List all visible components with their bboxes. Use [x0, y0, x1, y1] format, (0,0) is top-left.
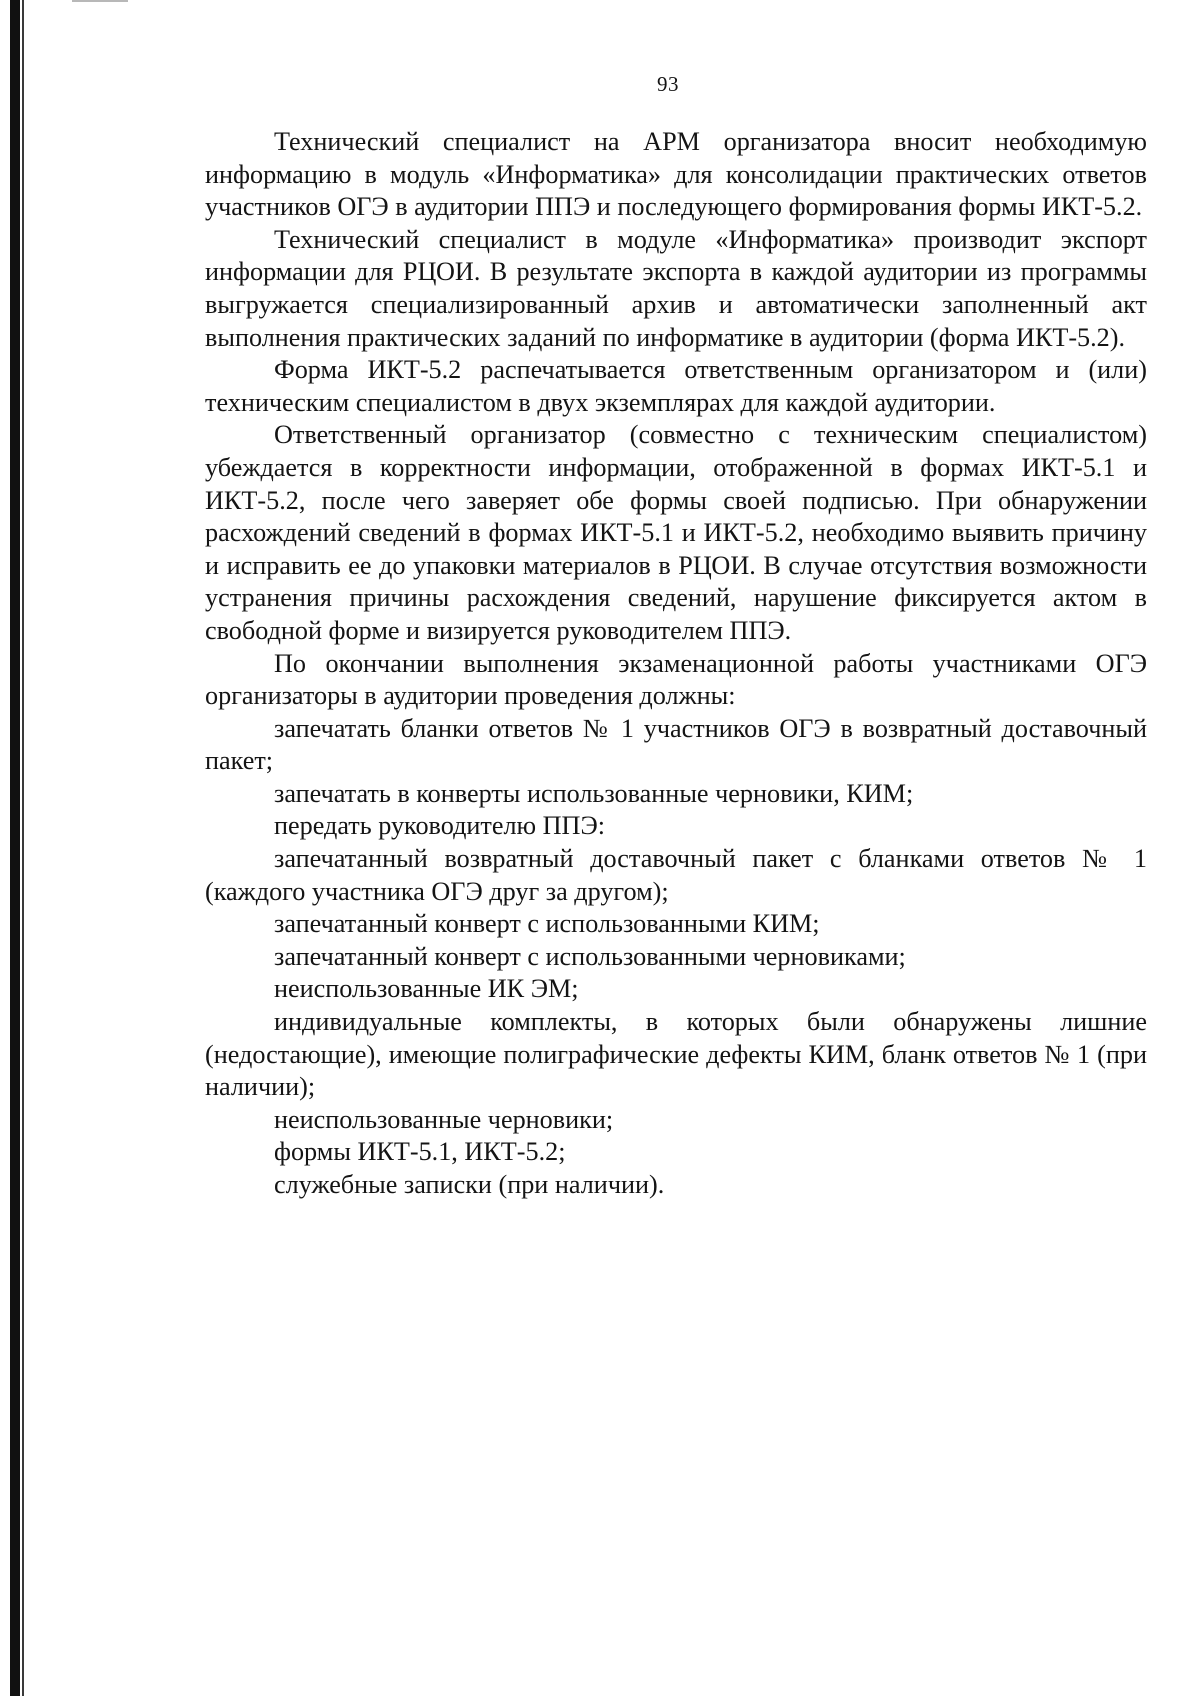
list-item-hand-over: передать руководителю ППЭ:	[274, 811, 606, 841]
paragraph-after-exam: По окончании выполнения экзаменационной работы участниками ОГЭ организаторы в аудитории проведения должны:	[205, 648, 1147, 711]
list-item-unused-ik-em: неиспользованные ИК ЭМ;	[274, 974, 579, 1004]
list-item-sealed-package: запечатанный возвратный доставочный пакет с бланками ответов № 1 (каждого участника ОГЭ друг за другом);	[205, 844, 1147, 906]
paragraph-verification: Ответственный организатор (совместно с техническим специалистом) убеждается в корректности информации, отображенной в формах ИКТ-5.1 и ИКТ-5.2, после чего заверяет обе формы своей подписью. При обнаружении расхождений сведений в формах ИКТ-5.1 и ИКТ-5.2, необходимо выявить причину и исправить ее до упаковки материалов в РЦОИ. В случае отсутствия возможности устранения причины расхождения сведений, нарушение фиксируется актом в свободной форме и визируется руководителем ППЭ.	[205, 420, 1147, 645]
paragraph-export: Технический специалист в модуле «Информатика» производит экспорт информации для РЦОИ. В результате экспорта в каждой аудитории из программы выгружается специализированный архив и автоматически заполненный акт выполнения практических заданий по информатике в аудитории (форма ИКТ-5.2).	[205, 224, 1147, 352]
list-item-memos: служебные записки (при наличии).	[274, 1170, 665, 1199]
page-number: 93	[657, 72, 679, 96]
paragraph-tech-specialist-input: Технический специалист на АРМ организатора вносит необходимую информацию в модуль «Информатика» для консолидации практических ответов участников ОГЭ в аудитории ППЭ и последующего формирования формы ИКТ-5.2.	[205, 127, 1147, 222]
list-item-seal-answer-sheets: запечатать бланки ответов № 1 участников ОГЭ в возвратный доставочный пакет;	[205, 713, 1147, 776]
paragraph-form-printing: Форма ИКТ-5.2 распечатывается ответственным организатором и (или) техническим специалистом в двух экземплярах для каждой аудитории.	[205, 355, 1147, 417]
scan-artifact-mark	[72, 0, 128, 2]
list-item-unused-drafts: неиспользованные черновики;	[274, 1104, 614, 1134]
list-item-sealed-drafts-envelope: запечатанный конверт с использованными черновиками;	[274, 941, 906, 971]
list-item-sealed-kim-envelope: запечатанный конверт с использованными КИМ;	[274, 909, 820, 939]
document-body	[205, 126, 1147, 1202]
list-item-ikt-forms: формы ИКТ-5.1, ИКТ-5.2;	[274, 1137, 566, 1167]
list-item-seal-envelopes: запечатать в конверты использованные черновики, КИМ;	[274, 778, 914, 808]
list-item-defective-kits: индивидуальные комплекты, в которых были обнаружены лишние (недостающие), имеющие полиграфические дефекты КИМ, бланк ответов № 1 (при наличии);	[205, 1007, 1147, 1102]
scan-binding-edge-line	[22, 0, 24, 1696]
scan-binding-edge	[10, 0, 20, 1696]
